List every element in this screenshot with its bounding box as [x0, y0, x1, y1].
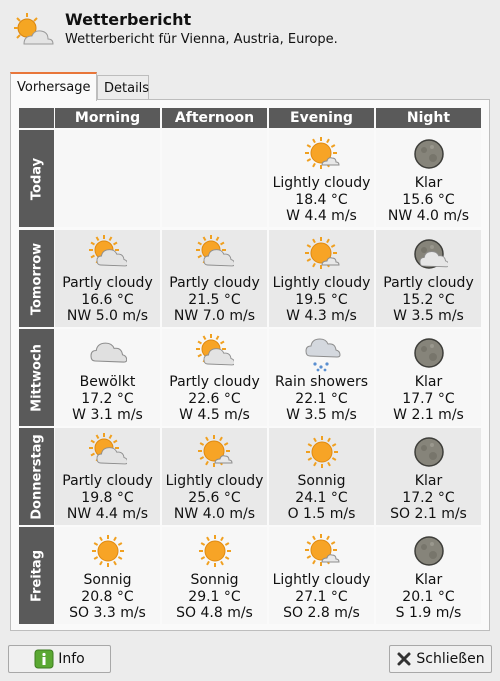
condition-label: Partly cloudy [62, 275, 153, 291]
temperature-value: 19.8 °C [81, 489, 134, 506]
wind-value: NW 4.0 m/s [387, 208, 470, 224]
wind-value: W 3.5 m/s [393, 308, 464, 324]
partly-cloudy-icon [89, 433, 127, 471]
column-header-afternoon: Afternoon [162, 108, 267, 128]
close-button-label: Schließen [416, 651, 485, 667]
dialog-subtitle: Wetterbericht für Vienna, Austria, Europe. [65, 32, 338, 47]
cloud-icon [89, 334, 127, 372]
wind-value: O 1.5 m/s [287, 506, 356, 522]
sun-cloud-icon [196, 433, 234, 471]
forecast-cell [376, 130, 481, 227]
condition-label: Klar [414, 572, 443, 588]
condition-label: Lightly cloudy [272, 572, 371, 588]
forecast-cell [376, 230, 481, 327]
wind-value: S 1.9 m/s [395, 605, 462, 621]
close-icon [396, 651, 412, 667]
sun-icon [89, 532, 127, 570]
moon-icon [410, 532, 448, 570]
sun-cloud-icon [303, 235, 341, 273]
forecast-cell [162, 130, 267, 227]
condition-label: Partly cloudy [169, 275, 260, 291]
wind-value: NW 5.0 m/s [66, 308, 149, 324]
temperature-value: 22.1 °C [295, 390, 348, 407]
temperature-value: 24.1 °C [295, 489, 348, 506]
temperature-value: 17.7 °C [402, 390, 455, 407]
forecast-cell [55, 428, 160, 525]
temperature-value: 27.1 °C [295, 588, 348, 605]
condition-label: Sonnig [297, 473, 346, 489]
tab-details[interactable]: Details [97, 75, 149, 100]
forecast-cell [162, 527, 267, 624]
column-header-evening: Evening [269, 108, 374, 128]
wind-value: W 2.1 m/s [393, 407, 464, 423]
row-header-tomorrow [19, 230, 54, 327]
forecast-cell [376, 527, 481, 624]
moon-icon [410, 135, 448, 173]
temperature-value: 15.2 °C [402, 291, 455, 308]
column-header-morning: Morning [55, 108, 160, 128]
info-button-label: Info [58, 651, 85, 667]
row-header-label: Freitag [29, 549, 44, 602]
wind-value: NW 7.0 m/s [173, 308, 256, 324]
grid-corner [19, 108, 54, 128]
condition-label: Bewölkt [79, 374, 136, 390]
temperature-value: 22.6 °C [188, 390, 241, 407]
condition-label: Lightly cloudy [272, 275, 371, 291]
forecast-cell [269, 230, 374, 327]
wind-value: NW 4.0 m/s [173, 506, 256, 522]
temperature-value: 18.4 °C [295, 191, 348, 208]
row-header-label: Today [29, 157, 44, 200]
row-header-label: Donnerstag [29, 433, 44, 520]
forecast-cell [269, 527, 374, 624]
info-button[interactable] [8, 645, 111, 673]
forecast-cell [55, 230, 160, 327]
row-header-today [19, 130, 54, 227]
partly-cloudy-icon [89, 235, 127, 273]
forecast-cell [162, 428, 267, 525]
temperature-value: 20.1 °C [402, 588, 455, 605]
sun-cloud-icon [303, 532, 341, 570]
wind-value: W 4.3 m/s [286, 308, 357, 324]
condition-label: Klar [414, 374, 443, 390]
condition-label: Partly cloudy [62, 473, 153, 489]
forecast-grid [19, 108, 481, 622]
forecast-cell [376, 329, 481, 426]
sun-cloud-icon [303, 135, 341, 173]
wind-value: W 4.5 m/s [179, 407, 250, 423]
rain-cloud-icon [303, 334, 341, 372]
temperature-value: 21.5 °C [188, 291, 241, 308]
condition-label: Partly cloudy [169, 374, 260, 390]
sun-icon [303, 433, 341, 471]
temperature-value: 29.1 °C [188, 588, 241, 605]
condition-label: Klar [414, 473, 443, 489]
weather-app-icon [10, 10, 54, 54]
wind-value: W 3.1 m/s [72, 407, 143, 423]
tab-forecast[interactable]: Vorhersage [10, 72, 97, 101]
temperature-value: 15.6 °C [402, 191, 455, 208]
dialog-header [0, 0, 500, 66]
moon-icon [410, 433, 448, 471]
condition-label: Sonnig [190, 572, 239, 588]
wind-value: SO 2.1 m/s [390, 506, 467, 522]
forecast-cell [162, 230, 267, 327]
dialog-title: Wetterbericht [65, 10, 192, 29]
forecast-cell [55, 130, 160, 227]
condition-label: Lightly cloudy [272, 175, 371, 191]
wind-value: NW 4.4 m/s [66, 506, 149, 522]
temperature-value: 17.2 °C [81, 390, 134, 407]
info-icon [34, 649, 54, 669]
moon-cloud-icon [410, 235, 448, 273]
forecast-panel [10, 99, 490, 631]
row-header-label: Tomorrow [29, 242, 44, 315]
condition-label: Rain showers [274, 374, 369, 390]
wind-value: W 4.4 m/s [286, 208, 357, 224]
row-header-label: Mittwoch [29, 343, 44, 412]
row-header-freitag [19, 527, 54, 624]
condition-label: Lightly cloudy [165, 473, 264, 489]
temperature-value: 16.6 °C [81, 291, 134, 308]
forecast-cell [269, 428, 374, 525]
row-header-mittwoch [19, 329, 54, 426]
temperature-value: 17.2 °C [402, 489, 455, 506]
wind-value: SO 3.3 m/s [69, 605, 146, 621]
moon-icon [410, 334, 448, 372]
wind-value: SO 4.8 m/s [176, 605, 253, 621]
forecast-cell [55, 329, 160, 426]
forecast-cell [55, 527, 160, 624]
wind-value: SO 2.8 m/s [283, 605, 360, 621]
partly-cloudy-icon [196, 334, 234, 372]
row-header-donnerstag [19, 428, 54, 525]
condition-label: Partly cloudy [383, 275, 474, 291]
temperature-value: 19.5 °C [295, 291, 348, 308]
forecast-cell [376, 428, 481, 525]
forecast-cell [162, 329, 267, 426]
condition-label: Sonnig [83, 572, 132, 588]
forecast-cell [269, 329, 374, 426]
condition-label: Klar [414, 175, 443, 191]
temperature-value: 25.6 °C [188, 489, 241, 506]
close-button[interactable] [389, 645, 492, 673]
temperature-value: 20.8 °C [81, 588, 134, 605]
forecast-cell [269, 130, 374, 227]
partly-cloudy-icon [196, 235, 234, 273]
sun-icon [196, 532, 234, 570]
column-header-night: Night [376, 108, 481, 128]
wind-value: W 3.5 m/s [286, 407, 357, 423]
